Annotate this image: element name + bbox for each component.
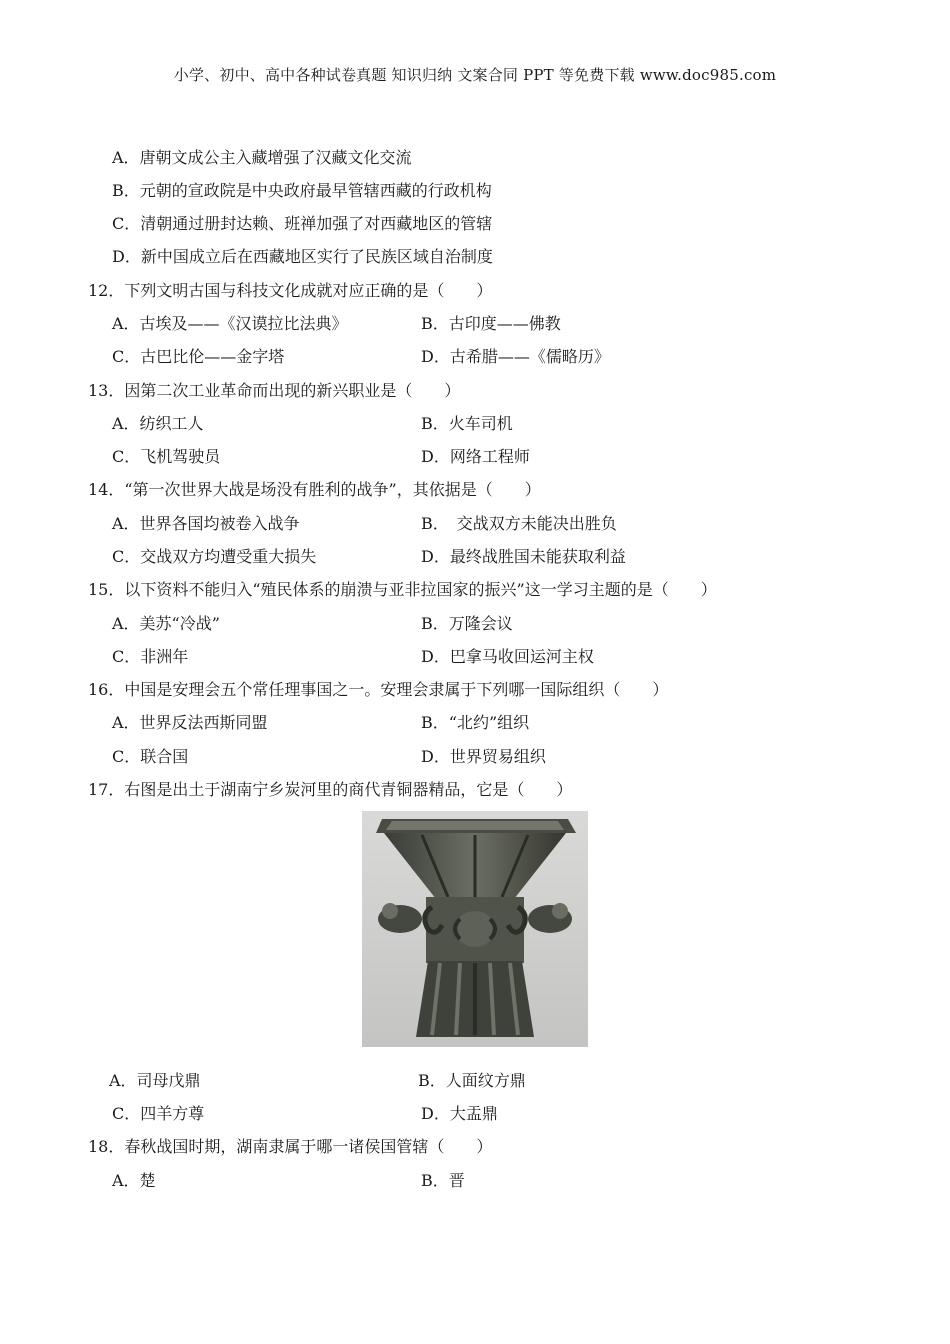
page-header: 小学、初中、高中各种试卷真题 知识归纳 文案合同 PPT 等免费下载 www.doc985.com bbox=[173, 66, 777, 84]
q13-option-a: A．纺织工人 bbox=[112, 414, 204, 433]
q12-option-b: B．古印度——佛教 bbox=[421, 314, 561, 333]
q13-stem: 13．因第二次工业革命而出现的新兴职业是（ ） bbox=[88, 381, 461, 400]
q13-option-b: B．火车司机 bbox=[421, 414, 513, 433]
q16-stem: 16．中国是安理会五个常任理事国之一。安理会隶属于下列哪一国际组织（ ） bbox=[88, 680, 669, 699]
q11-option-d: D．新中国成立后在西藏地区实行了民族区域自治制度 bbox=[112, 247, 493, 266]
q18-option-a: A．楚 bbox=[112, 1171, 156, 1190]
q12-option-d: D．古希腊——《儒略历》 bbox=[421, 347, 610, 366]
q15-option-d: D．巴拿马收回运河主权 bbox=[421, 647, 594, 666]
q14-option-b: B． 交战双方未能决出胜负 bbox=[421, 514, 617, 533]
q18-option-b: B．晋 bbox=[421, 1171, 465, 1190]
q17-option-b: B．人面纹方鼎 bbox=[418, 1071, 526, 1090]
q12-stem: 12．下列文明古国与科技文化成就对应正确的是（ ） bbox=[88, 281, 493, 300]
q17-stem: 17．右图是出土于湖南宁乡炭河里的商代青铜器精品，它是（ ） bbox=[88, 780, 573, 799]
q15-option-b: B．万隆会议 bbox=[421, 614, 513, 633]
q13-option-c: C．飞机驾驶员 bbox=[112, 447, 221, 466]
q11-option-b: B．元朝的宣政院是中央政府最早管辖西藏的行政机构 bbox=[112, 181, 492, 200]
q17-option-c: C．四羊方尊 bbox=[112, 1104, 205, 1123]
q11-option-a: A．唐朝文成公主入藏增强了汉藏文化交流 bbox=[112, 148, 412, 167]
q11-option-c: C．清朝通过册封达赖、班禅加强了对西藏地区的管辖 bbox=[112, 214, 493, 233]
q16-option-b: B．“北约”组织 bbox=[421, 713, 530, 732]
q12-option-c: C．古巴比伦——金字塔 bbox=[112, 347, 285, 366]
q16-option-c: C．联合国 bbox=[112, 747, 189, 766]
q18-stem: 18．春秋战国时期，湖南隶属于哪一诸侯国管辖（ ） bbox=[88, 1137, 493, 1156]
q12-option-a: A．古埃及——《汉谟拉比法典》 bbox=[112, 314, 348, 333]
q14-option-d: D．最终战胜国未能获取利益 bbox=[421, 547, 626, 566]
q14-stem: 14．“第一次世界大战是场没有胜利的战争”，其依据是（ ） bbox=[88, 480, 541, 499]
q13-option-d: D．网络工程师 bbox=[421, 447, 530, 466]
q17-option-a: A．司母戊鼎 bbox=[109, 1071, 201, 1090]
q15-option-c: C．非洲年 bbox=[112, 647, 189, 666]
q14-option-c: C．交战双方均遭受重大损失 bbox=[112, 547, 317, 566]
bronze-vessel-image bbox=[362, 811, 588, 1047]
q17-option-d: D．大盂鼎 bbox=[421, 1104, 498, 1123]
q16-option-a: A．世界反法西斯同盟 bbox=[112, 713, 268, 732]
q15-stem: 15．以下资料不能归入“殖民体系的崩溃与亚非拉国家的振兴”这一学习主题的是（ ） bbox=[88, 580, 717, 599]
q14-option-a: A．世界各国均被卷入战争 bbox=[112, 514, 300, 533]
q16-option-d: D．世界贸易组织 bbox=[421, 747, 546, 766]
q15-option-a: A．美苏“冷战” bbox=[112, 614, 220, 633]
